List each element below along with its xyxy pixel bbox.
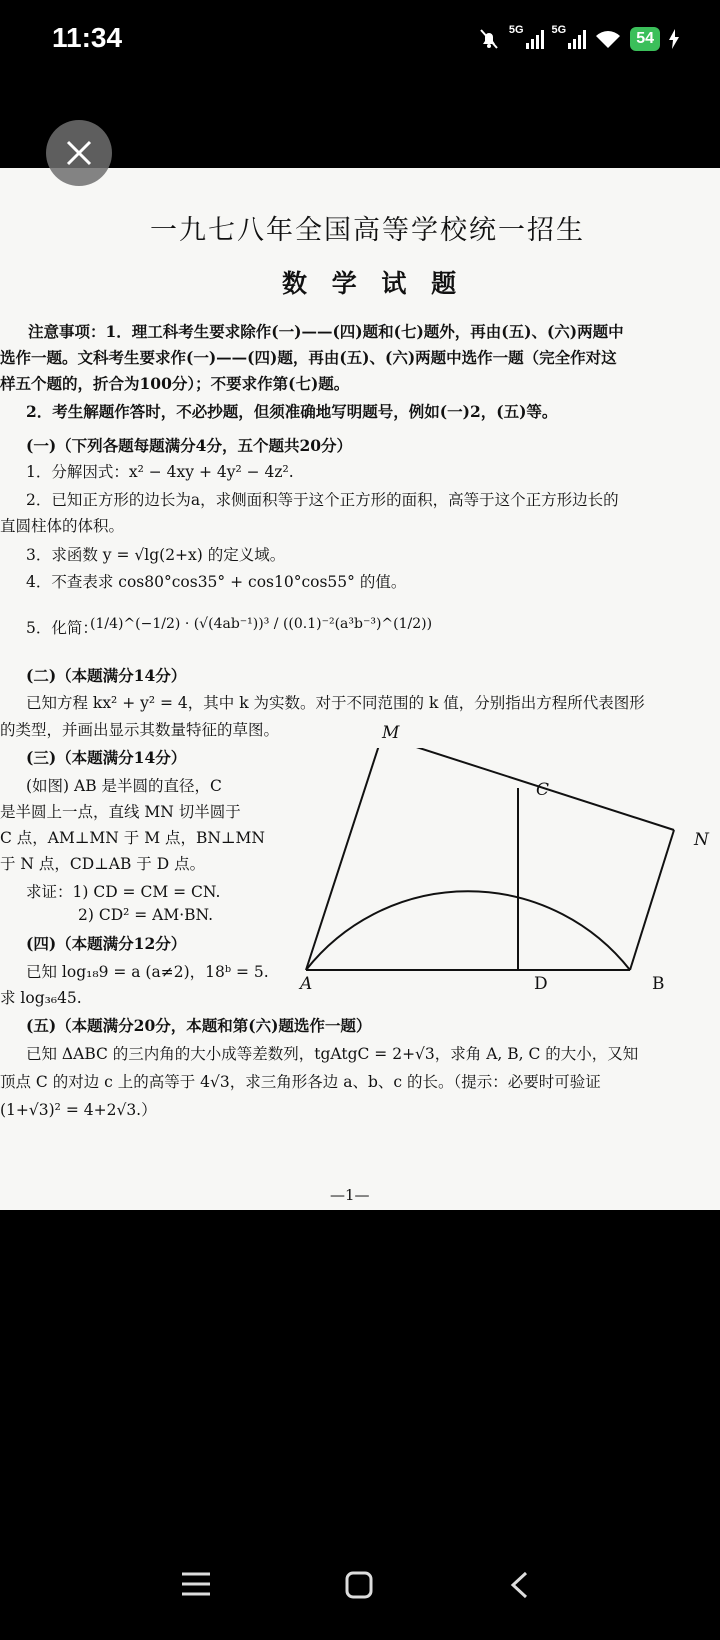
label-m: M xyxy=(382,723,400,743)
wifi-icon xyxy=(594,28,622,50)
battery-icon: 54 xyxy=(630,27,660,51)
label-d: D xyxy=(534,974,548,994)
text-line: 2．考生解题作答时，不必抄题，但须准确地写明题号，例如(一)2，(五)等。 xyxy=(26,402,558,421)
segment-am xyxy=(306,748,382,970)
text-line: 5．化简： xyxy=(26,619,98,637)
home-button[interactable] xyxy=(344,1570,374,1604)
label-n: N xyxy=(694,830,709,850)
text-line: (1+√3)² = 4+2√3.） xyxy=(0,1101,157,1119)
simplify-expression: (1/4)^(−1/2) · (√(4ab⁻¹))³ / ((0.1)⁻²(a³b⁻³)^(1/2)) xyxy=(90,616,433,632)
text-line: (三)（本题满分14分） xyxy=(26,748,187,767)
charging-icon xyxy=(668,29,680,49)
text-line: 是半圆上一点，直线 MN 切半圆于 xyxy=(0,803,241,821)
label-b: B xyxy=(652,974,665,994)
status-bar xyxy=(0,0,720,80)
back-button[interactable] xyxy=(508,1570,530,1604)
text-line: 2．已知正方形的边长为a，求侧面积等于这个正方形的面积，高等于这个正方形边长的 xyxy=(26,491,619,509)
doc-subtitle: 数 学 试 题 xyxy=(282,269,465,298)
text-line: C 点，AM⊥MN 于 M 点，BN⊥MN xyxy=(0,829,265,847)
text-line: 4．不查表求 cos80°cos35° + cos10°cos55° 的值。 xyxy=(26,573,407,591)
semicircle-arc xyxy=(306,891,630,970)
text-line: 已知 log₁₈9 = a (a≠2)，18ᵇ = 5. xyxy=(26,963,269,981)
network-type-2: 5G xyxy=(551,24,567,36)
text-line: 已知方程 kx² + y² = 4，其中 k 为实数。对于不同范围的 k 值，分别指出方程所代表图形 xyxy=(26,694,645,712)
clock: 11:34 xyxy=(52,22,123,53)
label-c: C xyxy=(536,780,550,800)
label-a: A xyxy=(300,974,313,994)
exam-document[interactable] xyxy=(0,168,720,1210)
semicircle-figure xyxy=(290,748,710,988)
network-type-1: 5G xyxy=(508,24,524,36)
page-number: —1— xyxy=(330,1186,370,1204)
text-line: 的类型，并画出显示其数量特征的草图。 xyxy=(0,721,280,739)
text-line: 1．分解因式：x² − 4xy + 4y² − 4z². xyxy=(26,463,294,481)
text-line: 注意事项：1．理工科考生要求除作(一)——(四)题和(七)题外，再由(五)、(六)两题中 xyxy=(28,322,624,341)
text-line: 顶点 C 的对边 c 上的高等于 4√3，求三角形各边 a、b、c 的长。（提示：必要时可验证 xyxy=(0,1073,601,1091)
navigation-bar xyxy=(0,1540,720,1640)
doc-title: 一九七八年全国高等学校统一招生 xyxy=(150,215,585,246)
close-button[interactable] xyxy=(46,120,112,186)
text-line: 求 log₃₆45. xyxy=(0,989,82,1007)
recent-apps-button[interactable] xyxy=(180,1570,212,1602)
text-line: (二)（本题满分14分） xyxy=(26,666,187,685)
text-line: (五)（本题满分20分，本题和第(六)题选作一题） xyxy=(26,1016,372,1035)
text-line: 直圆柱体的体积。 xyxy=(0,517,125,535)
text-line: 于 N 点，CD⊥AB 于 D 点。 xyxy=(0,855,206,873)
mute-bell-icon xyxy=(477,27,501,51)
menu-icon xyxy=(180,1570,212,1598)
status-icons xyxy=(477,24,680,54)
signal-icon-2 xyxy=(568,29,586,49)
signal-icon-1 xyxy=(526,29,544,49)
text-line: (四)（本题满分12分） xyxy=(26,934,187,953)
text-line: 2) CD² = AM·BN. xyxy=(78,906,214,924)
close-icon xyxy=(65,139,93,167)
text-line: 样五个题的，折合为100分）；不要求作第(七)题。 xyxy=(0,374,350,393)
text-line: (如图) AB 是半圆的直径，C xyxy=(26,777,222,795)
text-line: 求证：1) CD = CM = CN. xyxy=(26,883,221,901)
segment-bn xyxy=(630,830,674,970)
text-line: 已知 ΔABC 的三内角的大小成等差数列，tgAtgC = 2+√3，求角 A, B, C 的大小，又知 xyxy=(26,1045,639,1063)
text-line: 选作一题。文科考生要求作(一)——(四)题，再由(五)、(六)两题中选作一题（完全作对这 xyxy=(0,348,617,367)
text-line: 3．求函数 y = √lg(2+x) 的定义域。 xyxy=(26,546,286,564)
square-home-icon xyxy=(344,1570,374,1600)
tangent-mn xyxy=(382,748,674,830)
chevron-left-icon xyxy=(508,1570,530,1600)
text-line: (一)（下列各题每题满分4分，五个题共20分） xyxy=(26,436,353,455)
